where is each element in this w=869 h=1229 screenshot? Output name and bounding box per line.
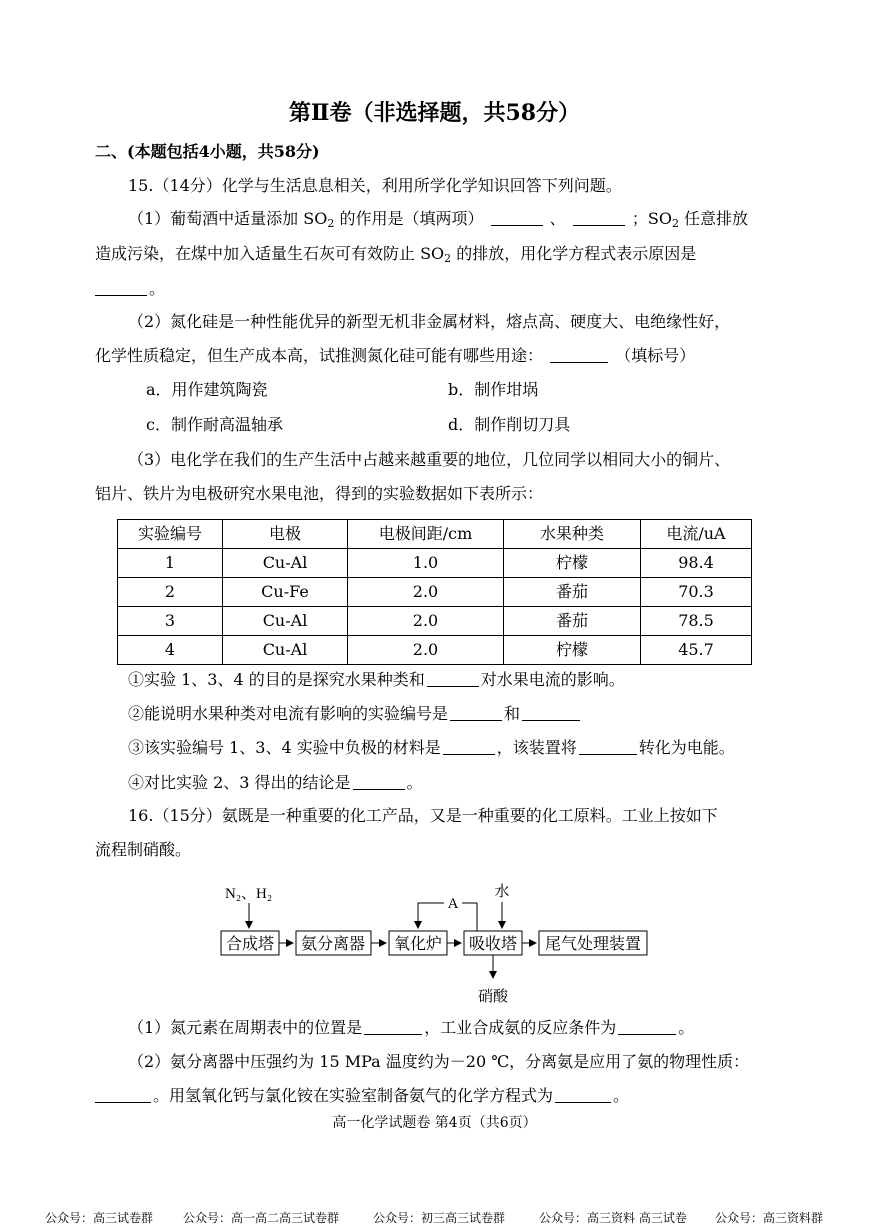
option-b: b．制作坩埚 [448, 380, 539, 399]
answer-blank[interactable] [579, 738, 637, 755]
answer-blank[interactable] [618, 1018, 676, 1035]
table-cell: 番茄 [504, 578, 641, 607]
table-cell: Cu-Al [223, 636, 348, 665]
table-cell: 3 [118, 607, 223, 636]
table-cell: 2.0 [348, 578, 504, 607]
answer-blank[interactable] [427, 670, 479, 687]
table-cell: Cu-Al [223, 549, 348, 578]
q16-part1: （1）氮元素在周期表中的位置是 ，工业合成氨的反应条件为 。 [128, 1018, 695, 1037]
q15-intro: 15.（14分）化学与生活息息相关，利用所学化学知识回答下列问题。 [128, 176, 622, 195]
table-row [118, 636, 752, 665]
table-header: 电流/uA [641, 520, 752, 549]
flow-product-label: 硝酸 [477, 987, 509, 1005]
q16-part2-line1: （2）氨分离器中压强约为 15 MPa 温度约为－20 ℃，分离氨是应用了氨的物理性质： [128, 1052, 750, 1071]
flow-box-label: 氨分离器 [300, 934, 366, 953]
answer-blank[interactable] [573, 209, 625, 226]
q16-intro-line2: 流程制硝酸。 [95, 840, 192, 859]
q15-part1-line1: （1）葡萄酒中适量添加 $SO_2$ 的作用是（填两项） 、 ；$SO_2$ 任意排放 [128, 209, 749, 230]
watermark-text: 公众号：初三高三试卷群 [373, 1211, 506, 1225]
q15-part3-line2: 铝片、铁片为电极研究水果电池，得到的实验数据如下表所示： [95, 484, 544, 503]
answer-blank[interactable] [443, 738, 495, 755]
table-cell: 柠檬 [504, 549, 641, 578]
table-header: 实验编号 [118, 520, 223, 549]
table-cell: 番茄 [504, 607, 641, 636]
q15-part2-line1: （2）氮化硅是一种性能优异的新型无机非金属材料，熔点高、硬度大、电绝缘性好， [128, 312, 731, 331]
answer-blank[interactable] [550, 346, 608, 363]
answer-blank[interactable] [450, 704, 502, 721]
page-title: 第Ⅱ卷（非选择题，共58分） [288, 100, 581, 126]
table-cell: 1.0 [348, 549, 504, 578]
flow-input-label: N₂、H₂ [225, 886, 273, 902]
watermark-text: 公众号：高三资料 高三试卷 [539, 1211, 687, 1225]
section-heading: 二、(本题包括4小题，共58分) [95, 142, 320, 161]
watermark-text: 公众号：高三试卷群 [45, 1211, 154, 1225]
table-cell: 2.0 [348, 636, 504, 665]
q15-part2-line2: 化学性质稳定，但生产成本高，试推测氮化硅可能有哪些用途： （填标号） [95, 346, 696, 365]
q15-sub3: ③该实验编号 1、3、4 实验中负极的材料是 ，该装置将 转化为电能。 [128, 738, 735, 757]
q15-sub2: ②能说明水果种类对电流有影响的实验编号是 和 [128, 703, 582, 725]
process-flow-diagram [215, 878, 655, 1008]
table-cell: 45.7 [641, 636, 752, 665]
flow-recycle-line [462, 903, 477, 931]
page-footer: 高一化学试题卷 第4页（共6页） [332, 1115, 537, 1131]
table-cell: 柠檬 [504, 636, 641, 665]
table-cell: Cu-Al [223, 607, 348, 636]
flow-box-label: 氧化炉 [393, 934, 443, 953]
table-row [118, 578, 752, 607]
experiment-table [117, 519, 752, 665]
q16-intro-line1: 16.（15分）氨既是一种重要的化工产品，又是一种重要的化工原料。工业上按如下 [128, 806, 718, 825]
option-c: c．制作耐高温轴承 [146, 415, 283, 434]
option-a: a．用作建筑陶瓷 [146, 380, 268, 399]
q15-sub4: ④对比实验 2、3 得出的结论是 。 [128, 773, 423, 792]
table-cell: 70.3 [641, 578, 752, 607]
table-cell: Cu-Fe [223, 578, 348, 607]
table-cell: 1 [118, 549, 223, 578]
q15-part3-line1: （3）电化学在我们的生产生活中占越来越重要的地位，几位同学以相同大小的铜片、 [128, 450, 731, 469]
table-cell: 2.0 [348, 607, 504, 636]
watermark-text: 公众号：高三资料群 [715, 1211, 824, 1225]
table-cell: 98.4 [641, 549, 752, 578]
answer-blank[interactable] [95, 1086, 151, 1103]
table-header: 电极间距/cm [348, 520, 504, 549]
flow-recycle-arrow [418, 903, 444, 928]
answer-blank[interactable] [95, 279, 147, 296]
table-cell: 2 [118, 578, 223, 607]
watermark-text: 公众号：高一高二高三试卷群 [183, 1211, 340, 1225]
q15-sub1: ①实验 1、3、4 的目的是探究水果种类和 对水果电流的影响。 [128, 670, 625, 689]
table-header-row [118, 520, 752, 549]
q15-part1-line2: 造成污染，在煤中加入适量生石灰可有效防止 $SO_2$ 的排放，用化学方程式表示原因是 [95, 244, 697, 265]
answer-blank[interactable] [353, 773, 405, 790]
table-cell: 78.5 [641, 607, 752, 636]
flow-water-label: 水 [494, 882, 510, 900]
table-header: 电极 [223, 520, 348, 549]
answer-blank[interactable] [364, 1018, 422, 1035]
flow-box-label: 尾气处理装置 [544, 934, 642, 953]
flow-box-label: 吸收塔 [468, 934, 518, 953]
flow-box-label: 合成塔 [225, 934, 275, 953]
answer-blank[interactable] [491, 209, 543, 226]
option-d: d．制作削切刀具 [448, 415, 571, 434]
flow-recycle-label: A [447, 896, 459, 912]
q15-part1-line3: 。 [95, 278, 165, 300]
answer-blank[interactable] [522, 704, 580, 721]
table-cell: 4 [118, 636, 223, 665]
q16-part2-line2: 。用氢氧化钙与氯化铵在实验室制备氨气的化学方程式为 。 [95, 1085, 629, 1107]
answer-blank[interactable] [555, 1086, 611, 1103]
table-header: 水果种类 [504, 520, 641, 549]
table-row [118, 607, 752, 636]
table-row [118, 549, 752, 578]
